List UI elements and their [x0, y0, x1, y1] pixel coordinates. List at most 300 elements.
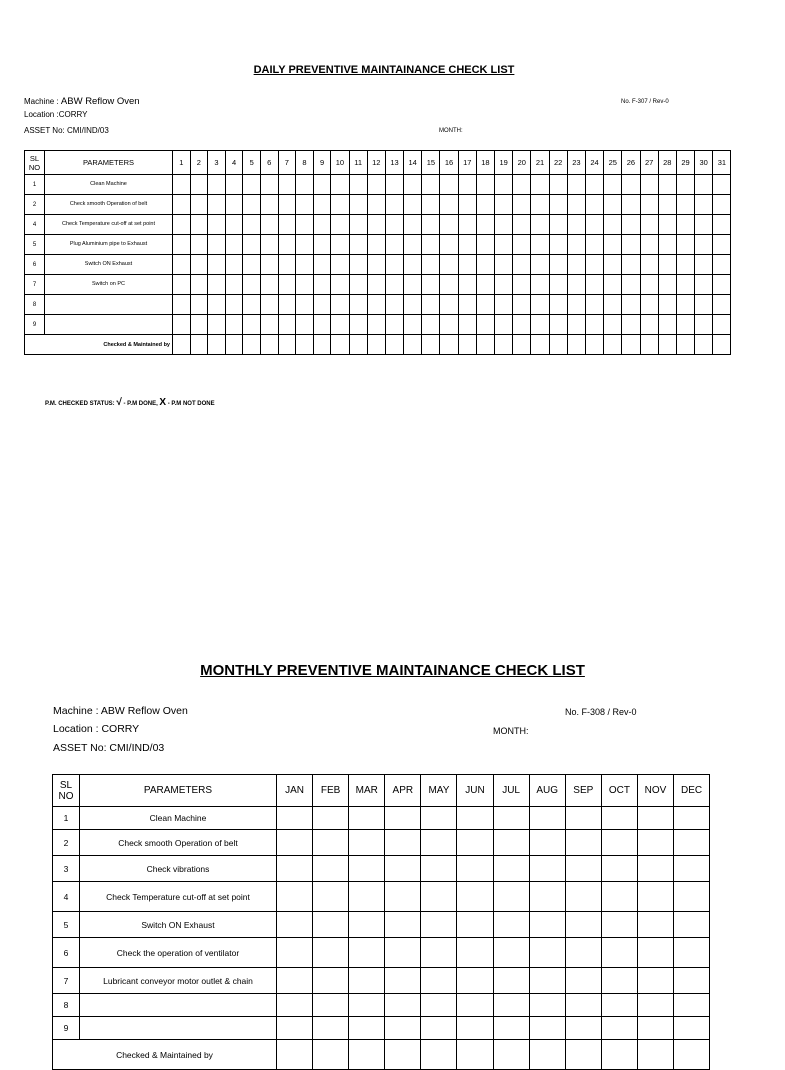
monthly-check-cell[interactable]	[457, 968, 493, 994]
daily-check-cell[interactable]	[440, 295, 458, 315]
daily-signature-cell[interactable]	[404, 335, 422, 355]
daily-check-cell[interactable]	[243, 255, 261, 275]
daily-check-cell[interactable]	[658, 315, 676, 335]
daily-check-cell[interactable]	[622, 275, 640, 295]
monthly-check-cell[interactable]	[493, 807, 529, 830]
daily-check-cell[interactable]	[349, 235, 367, 255]
daily-check-cell[interactable]	[676, 255, 694, 275]
monthly-check-cell[interactable]	[349, 968, 385, 994]
monthly-check-cell[interactable]	[565, 1017, 601, 1040]
daily-check-cell[interactable]	[604, 195, 622, 215]
daily-check-cell[interactable]	[531, 315, 549, 335]
monthly-check-cell[interactable]	[385, 912, 421, 938]
daily-check-cell[interactable]	[658, 255, 676, 275]
daily-check-cell[interactable]	[695, 275, 713, 295]
daily-check-cell[interactable]	[422, 255, 440, 275]
daily-signature-cell[interactable]	[440, 335, 458, 355]
daily-signature-cell[interactable]	[567, 335, 585, 355]
daily-check-cell[interactable]	[225, 295, 243, 315]
daily-signature-cell[interactable]	[695, 335, 713, 355]
daily-check-cell[interactable]	[513, 175, 531, 195]
daily-check-cell[interactable]	[476, 175, 494, 195]
monthly-check-cell[interactable]	[313, 1017, 349, 1040]
daily-check-cell[interactable]	[531, 215, 549, 235]
monthly-check-cell[interactable]	[529, 882, 565, 912]
daily-check-cell[interactable]	[676, 275, 694, 295]
daily-check-cell[interactable]	[658, 275, 676, 295]
monthly-check-cell[interactable]	[349, 856, 385, 882]
monthly-check-cell[interactable]	[637, 830, 673, 856]
daily-check-cell[interactable]	[513, 195, 531, 215]
daily-check-cell[interactable]	[531, 175, 549, 195]
daily-check-cell[interactable]	[495, 255, 513, 275]
daily-check-cell[interactable]	[495, 215, 513, 235]
daily-check-cell[interactable]	[549, 295, 567, 315]
monthly-check-cell[interactable]	[313, 856, 349, 882]
daily-check-cell[interactable]	[604, 315, 622, 335]
daily-check-cell[interactable]	[208, 295, 226, 315]
daily-check-cell[interactable]	[713, 255, 731, 275]
daily-check-cell[interactable]	[313, 275, 331, 295]
monthly-signature-cell[interactable]	[349, 1040, 385, 1070]
daily-check-cell[interactable]	[549, 255, 567, 275]
daily-check-cell[interactable]	[313, 295, 331, 315]
monthly-check-cell[interactable]	[385, 994, 421, 1017]
monthly-check-cell[interactable]	[277, 994, 313, 1017]
monthly-check-cell[interactable]	[493, 968, 529, 994]
monthly-check-cell[interactable]	[385, 1017, 421, 1040]
daily-check-cell[interactable]	[331, 295, 349, 315]
monthly-check-cell[interactable]	[674, 994, 710, 1017]
daily-check-cell[interactable]	[695, 215, 713, 235]
daily-signature-cell[interactable]	[243, 335, 261, 355]
daily-check-cell[interactable]	[476, 215, 494, 235]
daily-check-cell[interactable]	[622, 235, 640, 255]
monthly-check-cell[interactable]	[565, 856, 601, 882]
monthly-check-cell[interactable]	[421, 938, 457, 968]
daily-check-cell[interactable]	[585, 255, 603, 275]
daily-check-cell[interactable]	[495, 235, 513, 255]
monthly-check-cell[interactable]	[674, 882, 710, 912]
monthly-check-cell[interactable]	[385, 807, 421, 830]
daily-check-cell[interactable]	[190, 215, 208, 235]
monthly-check-cell[interactable]	[349, 912, 385, 938]
daily-check-cell[interactable]	[243, 275, 261, 295]
monthly-check-cell[interactable]	[421, 994, 457, 1017]
daily-check-cell[interactable]	[173, 235, 191, 255]
daily-signature-cell[interactable]	[260, 335, 278, 355]
monthly-check-cell[interactable]	[674, 968, 710, 994]
monthly-check-cell[interactable]	[529, 830, 565, 856]
daily-check-cell[interactable]	[385, 175, 403, 195]
daily-check-cell[interactable]	[440, 255, 458, 275]
monthly-check-cell[interactable]	[457, 830, 493, 856]
daily-check-cell[interactable]	[385, 255, 403, 275]
daily-check-cell[interactable]	[513, 275, 531, 295]
daily-check-cell[interactable]	[190, 295, 208, 315]
daily-check-cell[interactable]	[367, 295, 385, 315]
daily-check-cell[interactable]	[404, 275, 422, 295]
monthly-check-cell[interactable]	[349, 938, 385, 968]
daily-check-cell[interactable]	[243, 175, 261, 195]
daily-check-cell[interactable]	[404, 215, 422, 235]
daily-check-cell[interactable]	[422, 235, 440, 255]
daily-check-cell[interactable]	[476, 195, 494, 215]
monthly-check-cell[interactable]	[313, 807, 349, 830]
monthly-check-cell[interactable]	[601, 830, 637, 856]
daily-signature-cell[interactable]	[640, 335, 658, 355]
monthly-check-cell[interactable]	[565, 938, 601, 968]
monthly-signature-cell[interactable]	[601, 1040, 637, 1070]
daily-check-cell[interactable]	[367, 275, 385, 295]
daily-check-cell[interactable]	[531, 275, 549, 295]
daily-check-cell[interactable]	[567, 315, 585, 335]
daily-check-cell[interactable]	[622, 295, 640, 315]
daily-check-cell[interactable]	[695, 195, 713, 215]
daily-check-cell[interactable]	[173, 275, 191, 295]
daily-check-cell[interactable]	[495, 295, 513, 315]
daily-check-cell[interactable]	[208, 195, 226, 215]
daily-check-cell[interactable]	[385, 215, 403, 235]
daily-check-cell[interactable]	[458, 195, 476, 215]
daily-check-cell[interactable]	[278, 315, 296, 335]
daily-check-cell[interactable]	[495, 175, 513, 195]
daily-check-cell[interactable]	[422, 275, 440, 295]
daily-check-cell[interactable]	[243, 315, 261, 335]
daily-check-cell[interactable]	[458, 235, 476, 255]
daily-check-cell[interactable]	[695, 255, 713, 275]
daily-check-cell[interactable]	[349, 175, 367, 195]
daily-check-cell[interactable]	[440, 235, 458, 255]
monthly-check-cell[interactable]	[349, 807, 385, 830]
monthly-check-cell[interactable]	[313, 882, 349, 912]
daily-check-cell[interactable]	[278, 235, 296, 255]
daily-check-cell[interactable]	[385, 195, 403, 215]
daily-check-cell[interactable]	[495, 275, 513, 295]
daily-check-cell[interactable]	[190, 255, 208, 275]
daily-check-cell[interactable]	[440, 195, 458, 215]
daily-check-cell[interactable]	[640, 195, 658, 215]
monthly-check-cell[interactable]	[637, 968, 673, 994]
daily-check-cell[interactable]	[278, 215, 296, 235]
daily-check-cell[interactable]	[531, 195, 549, 215]
daily-check-cell[interactable]	[458, 275, 476, 295]
daily-check-cell[interactable]	[622, 175, 640, 195]
daily-check-cell[interactable]	[208, 215, 226, 235]
monthly-check-cell[interactable]	[565, 882, 601, 912]
daily-check-cell[interactable]	[604, 295, 622, 315]
monthly-check-cell[interactable]	[674, 938, 710, 968]
daily-check-cell[interactable]	[713, 275, 731, 295]
monthly-check-cell[interactable]	[565, 968, 601, 994]
daily-check-cell[interactable]	[349, 275, 367, 295]
monthly-check-cell[interactable]	[457, 856, 493, 882]
daily-check-cell[interactable]	[476, 235, 494, 255]
daily-check-cell[interactable]	[476, 255, 494, 275]
monthly-check-cell[interactable]	[385, 856, 421, 882]
daily-check-cell[interactable]	[278, 195, 296, 215]
daily-check-cell[interactable]	[640, 235, 658, 255]
daily-check-cell[interactable]	[622, 315, 640, 335]
daily-check-cell[interactable]	[567, 295, 585, 315]
daily-check-cell[interactable]	[658, 295, 676, 315]
daily-check-cell[interactable]	[225, 215, 243, 235]
daily-check-cell[interactable]	[278, 295, 296, 315]
monthly-check-cell[interactable]	[493, 994, 529, 1017]
daily-check-cell[interactable]	[513, 315, 531, 335]
daily-check-cell[interactable]	[404, 235, 422, 255]
monthly-signature-cell[interactable]	[457, 1040, 493, 1070]
daily-check-cell[interactable]	[225, 175, 243, 195]
daily-signature-cell[interactable]	[173, 335, 191, 355]
daily-check-cell[interactable]	[658, 235, 676, 255]
daily-check-cell[interactable]	[458, 255, 476, 275]
daily-signature-cell[interactable]	[190, 335, 208, 355]
daily-check-cell[interactable]	[513, 255, 531, 275]
monthly-signature-cell[interactable]	[313, 1040, 349, 1070]
daily-signature-cell[interactable]	[604, 335, 622, 355]
daily-check-cell[interactable]	[640, 275, 658, 295]
daily-signature-cell[interactable]	[713, 335, 731, 355]
daily-check-cell[interactable]	[404, 195, 422, 215]
daily-check-cell[interactable]	[278, 175, 296, 195]
daily-check-cell[interactable]	[367, 315, 385, 335]
monthly-check-cell[interactable]	[565, 912, 601, 938]
daily-check-cell[interactable]	[190, 175, 208, 195]
daily-check-cell[interactable]	[713, 295, 731, 315]
daily-check-cell[interactable]	[604, 215, 622, 235]
monthly-check-cell[interactable]	[313, 830, 349, 856]
daily-check-cell[interactable]	[349, 315, 367, 335]
daily-signature-cell[interactable]	[296, 335, 314, 355]
daily-check-cell[interactable]	[404, 315, 422, 335]
daily-check-cell[interactable]	[713, 235, 731, 255]
monthly-check-cell[interactable]	[529, 968, 565, 994]
daily-signature-cell[interactable]	[367, 335, 385, 355]
daily-check-cell[interactable]	[173, 175, 191, 195]
monthly-check-cell[interactable]	[565, 994, 601, 1017]
daily-check-cell[interactable]	[695, 295, 713, 315]
daily-check-cell[interactable]	[349, 255, 367, 275]
daily-check-cell[interactable]	[567, 175, 585, 195]
monthly-check-cell[interactable]	[421, 856, 457, 882]
monthly-check-cell[interactable]	[349, 830, 385, 856]
monthly-check-cell[interactable]	[457, 807, 493, 830]
monthly-check-cell[interactable]	[529, 912, 565, 938]
daily-check-cell[interactable]	[385, 315, 403, 335]
daily-check-cell[interactable]	[190, 275, 208, 295]
daily-signature-cell[interactable]	[331, 335, 349, 355]
monthly-check-cell[interactable]	[493, 1017, 529, 1040]
daily-check-cell[interactable]	[331, 275, 349, 295]
monthly-check-cell[interactable]	[601, 882, 637, 912]
daily-check-cell[interactable]	[604, 175, 622, 195]
daily-check-cell[interactable]	[278, 275, 296, 295]
daily-check-cell[interactable]	[585, 315, 603, 335]
daily-check-cell[interactable]	[349, 195, 367, 215]
monthly-check-cell[interactable]	[637, 807, 673, 830]
daily-check-cell[interactable]	[313, 255, 331, 275]
daily-check-cell[interactable]	[367, 175, 385, 195]
daily-check-cell[interactable]	[513, 215, 531, 235]
daily-check-cell[interactable]	[313, 315, 331, 335]
monthly-check-cell[interactable]	[457, 912, 493, 938]
monthly-check-cell[interactable]	[277, 856, 313, 882]
daily-check-cell[interactable]	[585, 295, 603, 315]
daily-check-cell[interactable]	[190, 315, 208, 335]
monthly-check-cell[interactable]	[277, 807, 313, 830]
daily-check-cell[interactable]	[640, 175, 658, 195]
daily-check-cell[interactable]	[676, 315, 694, 335]
daily-check-cell[interactable]	[695, 315, 713, 335]
daily-check-cell[interactable]	[458, 315, 476, 335]
daily-check-cell[interactable]	[367, 235, 385, 255]
monthly-check-cell[interactable]	[637, 994, 673, 1017]
monthly-check-cell[interactable]	[421, 830, 457, 856]
monthly-check-cell[interactable]	[385, 938, 421, 968]
monthly-check-cell[interactable]	[529, 1017, 565, 1040]
daily-check-cell[interactable]	[349, 215, 367, 235]
daily-check-cell[interactable]	[622, 215, 640, 235]
daily-check-cell[interactable]	[331, 175, 349, 195]
daily-check-cell[interactable]	[549, 195, 567, 215]
daily-check-cell[interactable]	[422, 295, 440, 315]
monthly-check-cell[interactable]	[601, 912, 637, 938]
monthly-check-cell[interactable]	[565, 807, 601, 830]
monthly-check-cell[interactable]	[637, 856, 673, 882]
monthly-signature-cell[interactable]	[674, 1040, 710, 1070]
monthly-check-cell[interactable]	[457, 938, 493, 968]
monthly-check-cell[interactable]	[421, 807, 457, 830]
daily-check-cell[interactable]	[331, 315, 349, 335]
daily-check-cell[interactable]	[567, 275, 585, 295]
monthly-check-cell[interactable]	[601, 968, 637, 994]
daily-check-cell[interactable]	[260, 215, 278, 235]
daily-check-cell[interactable]	[585, 235, 603, 255]
daily-check-cell[interactable]	[513, 295, 531, 315]
daily-check-cell[interactable]	[640, 255, 658, 275]
daily-signature-cell[interactable]	[313, 335, 331, 355]
daily-check-cell[interactable]	[225, 275, 243, 295]
monthly-signature-cell[interactable]	[529, 1040, 565, 1070]
daily-check-cell[interactable]	[458, 175, 476, 195]
daily-check-cell[interactable]	[549, 215, 567, 235]
daily-check-cell[interactable]	[622, 255, 640, 275]
monthly-check-cell[interactable]	[674, 1017, 710, 1040]
daily-check-cell[interactable]	[173, 315, 191, 335]
daily-check-cell[interactable]	[385, 235, 403, 255]
daily-check-cell[interactable]	[549, 315, 567, 335]
daily-check-cell[interactable]	[260, 175, 278, 195]
daily-signature-cell[interactable]	[676, 335, 694, 355]
monthly-check-cell[interactable]	[313, 938, 349, 968]
monthly-check-cell[interactable]	[313, 994, 349, 1017]
daily-check-cell[interactable]	[260, 295, 278, 315]
daily-check-cell[interactable]	[296, 255, 314, 275]
daily-check-cell[interactable]	[567, 235, 585, 255]
daily-check-cell[interactable]	[278, 255, 296, 275]
monthly-signature-cell[interactable]	[421, 1040, 457, 1070]
daily-check-cell[interactable]	[422, 175, 440, 195]
daily-check-cell[interactable]	[208, 255, 226, 275]
daily-check-cell[interactable]	[331, 195, 349, 215]
monthly-check-cell[interactable]	[493, 856, 529, 882]
daily-signature-cell[interactable]	[476, 335, 494, 355]
daily-check-cell[interactable]	[585, 175, 603, 195]
daily-check-cell[interactable]	[476, 275, 494, 295]
daily-check-cell[interactable]	[331, 235, 349, 255]
monthly-check-cell[interactable]	[421, 912, 457, 938]
daily-check-cell[interactable]	[440, 275, 458, 295]
daily-check-cell[interactable]	[676, 235, 694, 255]
daily-check-cell[interactable]	[208, 275, 226, 295]
daily-check-cell[interactable]	[260, 235, 278, 255]
daily-check-cell[interactable]	[260, 255, 278, 275]
daily-check-cell[interactable]	[243, 195, 261, 215]
daily-check-cell[interactable]	[225, 235, 243, 255]
daily-check-cell[interactable]	[495, 195, 513, 215]
daily-signature-cell[interactable]	[513, 335, 531, 355]
daily-check-cell[interactable]	[658, 215, 676, 235]
monthly-check-cell[interactable]	[277, 1017, 313, 1040]
monthly-check-cell[interactable]	[277, 938, 313, 968]
daily-check-cell[interactable]	[422, 195, 440, 215]
daily-check-cell[interactable]	[404, 295, 422, 315]
monthly-check-cell[interactable]	[637, 1017, 673, 1040]
daily-signature-cell[interactable]	[549, 335, 567, 355]
monthly-check-cell[interactable]	[313, 968, 349, 994]
monthly-check-cell[interactable]	[457, 994, 493, 1017]
daily-check-cell[interactable]	[260, 195, 278, 215]
daily-check-cell[interactable]	[260, 275, 278, 295]
daily-check-cell[interactable]	[604, 255, 622, 275]
daily-check-cell[interactable]	[404, 255, 422, 275]
monthly-check-cell[interactable]	[529, 807, 565, 830]
daily-check-cell[interactable]	[604, 275, 622, 295]
monthly-check-cell[interactable]	[637, 882, 673, 912]
daily-check-cell[interactable]	[549, 235, 567, 255]
daily-check-cell[interactable]	[640, 315, 658, 335]
monthly-check-cell[interactable]	[601, 856, 637, 882]
monthly-signature-cell[interactable]	[277, 1040, 313, 1070]
monthly-check-cell[interactable]	[277, 830, 313, 856]
daily-check-cell[interactable]	[713, 175, 731, 195]
monthly-check-cell[interactable]	[385, 830, 421, 856]
daily-check-cell[interactable]	[367, 255, 385, 275]
monthly-check-cell[interactable]	[313, 912, 349, 938]
monthly-check-cell[interactable]	[493, 912, 529, 938]
daily-check-cell[interactable]	[225, 195, 243, 215]
daily-check-cell[interactable]	[173, 215, 191, 235]
daily-check-cell[interactable]	[296, 235, 314, 255]
monthly-check-cell[interactable]	[601, 994, 637, 1017]
daily-check-cell[interactable]	[549, 275, 567, 295]
monthly-check-cell[interactable]	[349, 994, 385, 1017]
daily-check-cell[interactable]	[422, 215, 440, 235]
daily-check-cell[interactable]	[567, 195, 585, 215]
daily-check-cell[interactable]	[296, 175, 314, 195]
monthly-check-cell[interactable]	[674, 856, 710, 882]
daily-signature-cell[interactable]	[225, 335, 243, 355]
monthly-check-cell[interactable]	[421, 968, 457, 994]
daily-signature-cell[interactable]	[208, 335, 226, 355]
daily-check-cell[interactable]	[208, 315, 226, 335]
daily-check-cell[interactable]	[313, 175, 331, 195]
daily-check-cell[interactable]	[225, 255, 243, 275]
daily-check-cell[interactable]	[208, 235, 226, 255]
daily-check-cell[interactable]	[440, 175, 458, 195]
daily-check-cell[interactable]	[695, 235, 713, 255]
